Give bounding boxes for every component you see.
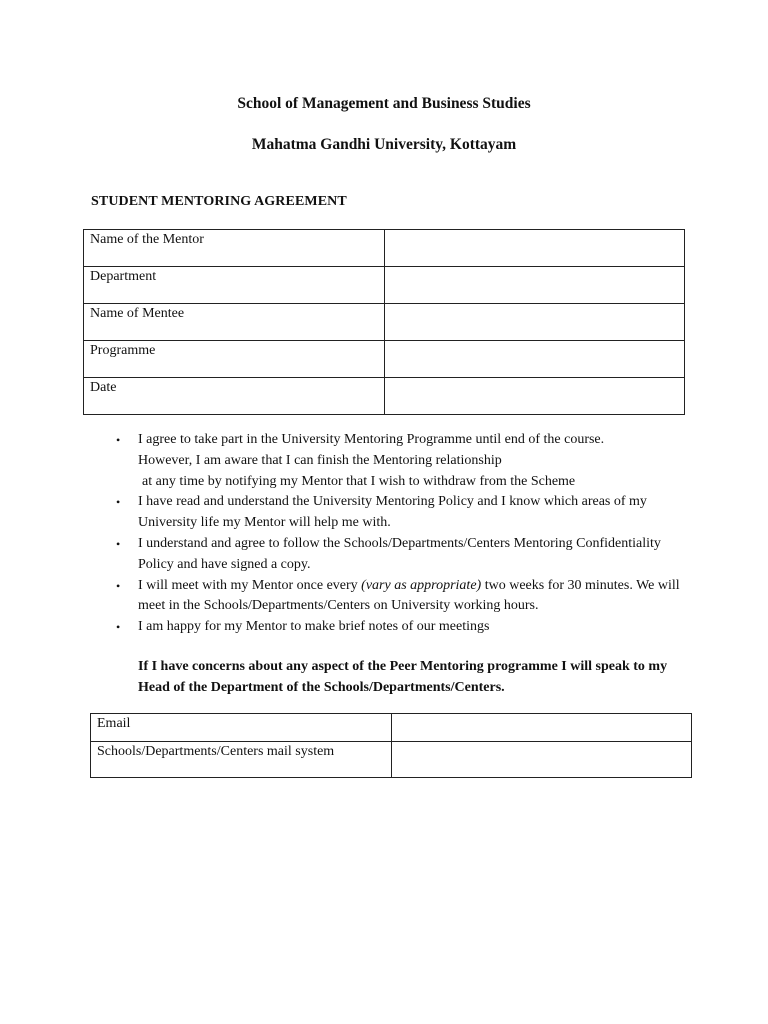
contact-table (90, 713, 692, 778)
mentor-details-table (83, 229, 685, 415)
table-row (84, 267, 685, 304)
bullet-text: I have read and understand the University Mentoring Policy and I know which areas of my University life my Mentor will help me with. (138, 494, 647, 531)
table-row (84, 378, 685, 415)
department-label: Department (84, 267, 385, 304)
bullet-text: at any time by notifying my Mentor that I wish to withdraw from the Scheme (142, 473, 576, 489)
bullet-text: However, I am aware that I can finish the Mentoring relationship (138, 452, 502, 468)
mail-system-field[interactable] (392, 742, 692, 778)
bullet-icon: • (116, 536, 121, 551)
email-field[interactable] (392, 714, 692, 742)
mentor-name-field[interactable] (384, 230, 684, 267)
agreement-title: STUDENT MENTORING AGREEMENT (91, 194, 347, 209)
university-name-heading: Mahatma Gandhi University, Kottayam (251, 136, 517, 153)
agreement-bullet-list (114, 430, 684, 638)
table-row (84, 230, 685, 267)
table-row (91, 714, 692, 742)
list-item (114, 617, 684, 638)
mail-system-label: Schools/Departments/Centers mail system (91, 742, 392, 778)
bullet-text: I agree to take part in the University Mentoring Programme until end of the course. (138, 432, 605, 447)
bullet-icon: • (116, 495, 121, 510)
department-field[interactable] (384, 267, 684, 304)
bullet-text: two weeks for 30 minutes. We will meet in the Schools/Departments/Centers on University working hours. (138, 577, 680, 614)
list-item (114, 576, 684, 618)
list-item (114, 430, 684, 492)
bullet-icon: • (116, 620, 121, 635)
mentee-name-field[interactable] (384, 304, 684, 341)
bullet-text: I will meet with my Mentor once every (138, 577, 362, 593)
list-item (114, 534, 684, 576)
email-label: Email (91, 714, 392, 742)
date-field[interactable] (384, 378, 684, 415)
programme-field[interactable] (384, 341, 684, 378)
table-row (84, 341, 685, 378)
bullet-text: I understand and agree to follow the Schools/Departments/Centers Mentoring Confidentiality Policy and have signed a copy. (138, 535, 661, 572)
school-name-heading: School of Management and Business Studies (237, 95, 531, 112)
date-label: Date (84, 378, 385, 415)
programme-label: Programme (84, 341, 385, 378)
mentee-name-label: Name of Mentee (84, 304, 385, 341)
mentor-name-label: Name of the Mentor (84, 230, 385, 267)
table-row (84, 304, 685, 341)
bullet-italic-note: (vary as appropriate) (361, 577, 482, 593)
list-item (114, 492, 684, 534)
table-row (91, 742, 692, 778)
bullet-icon: • (116, 578, 121, 593)
concern-statement: If I have concerns about any aspect of the Peer Mentoring programme I will speak to my Head of the Department of the Schools/Departments/Centers. (138, 659, 668, 695)
bullet-text: I am happy for my Mentor to make brief notes of our meetings (138, 619, 490, 635)
bullet-icon: • (116, 433, 121, 447)
